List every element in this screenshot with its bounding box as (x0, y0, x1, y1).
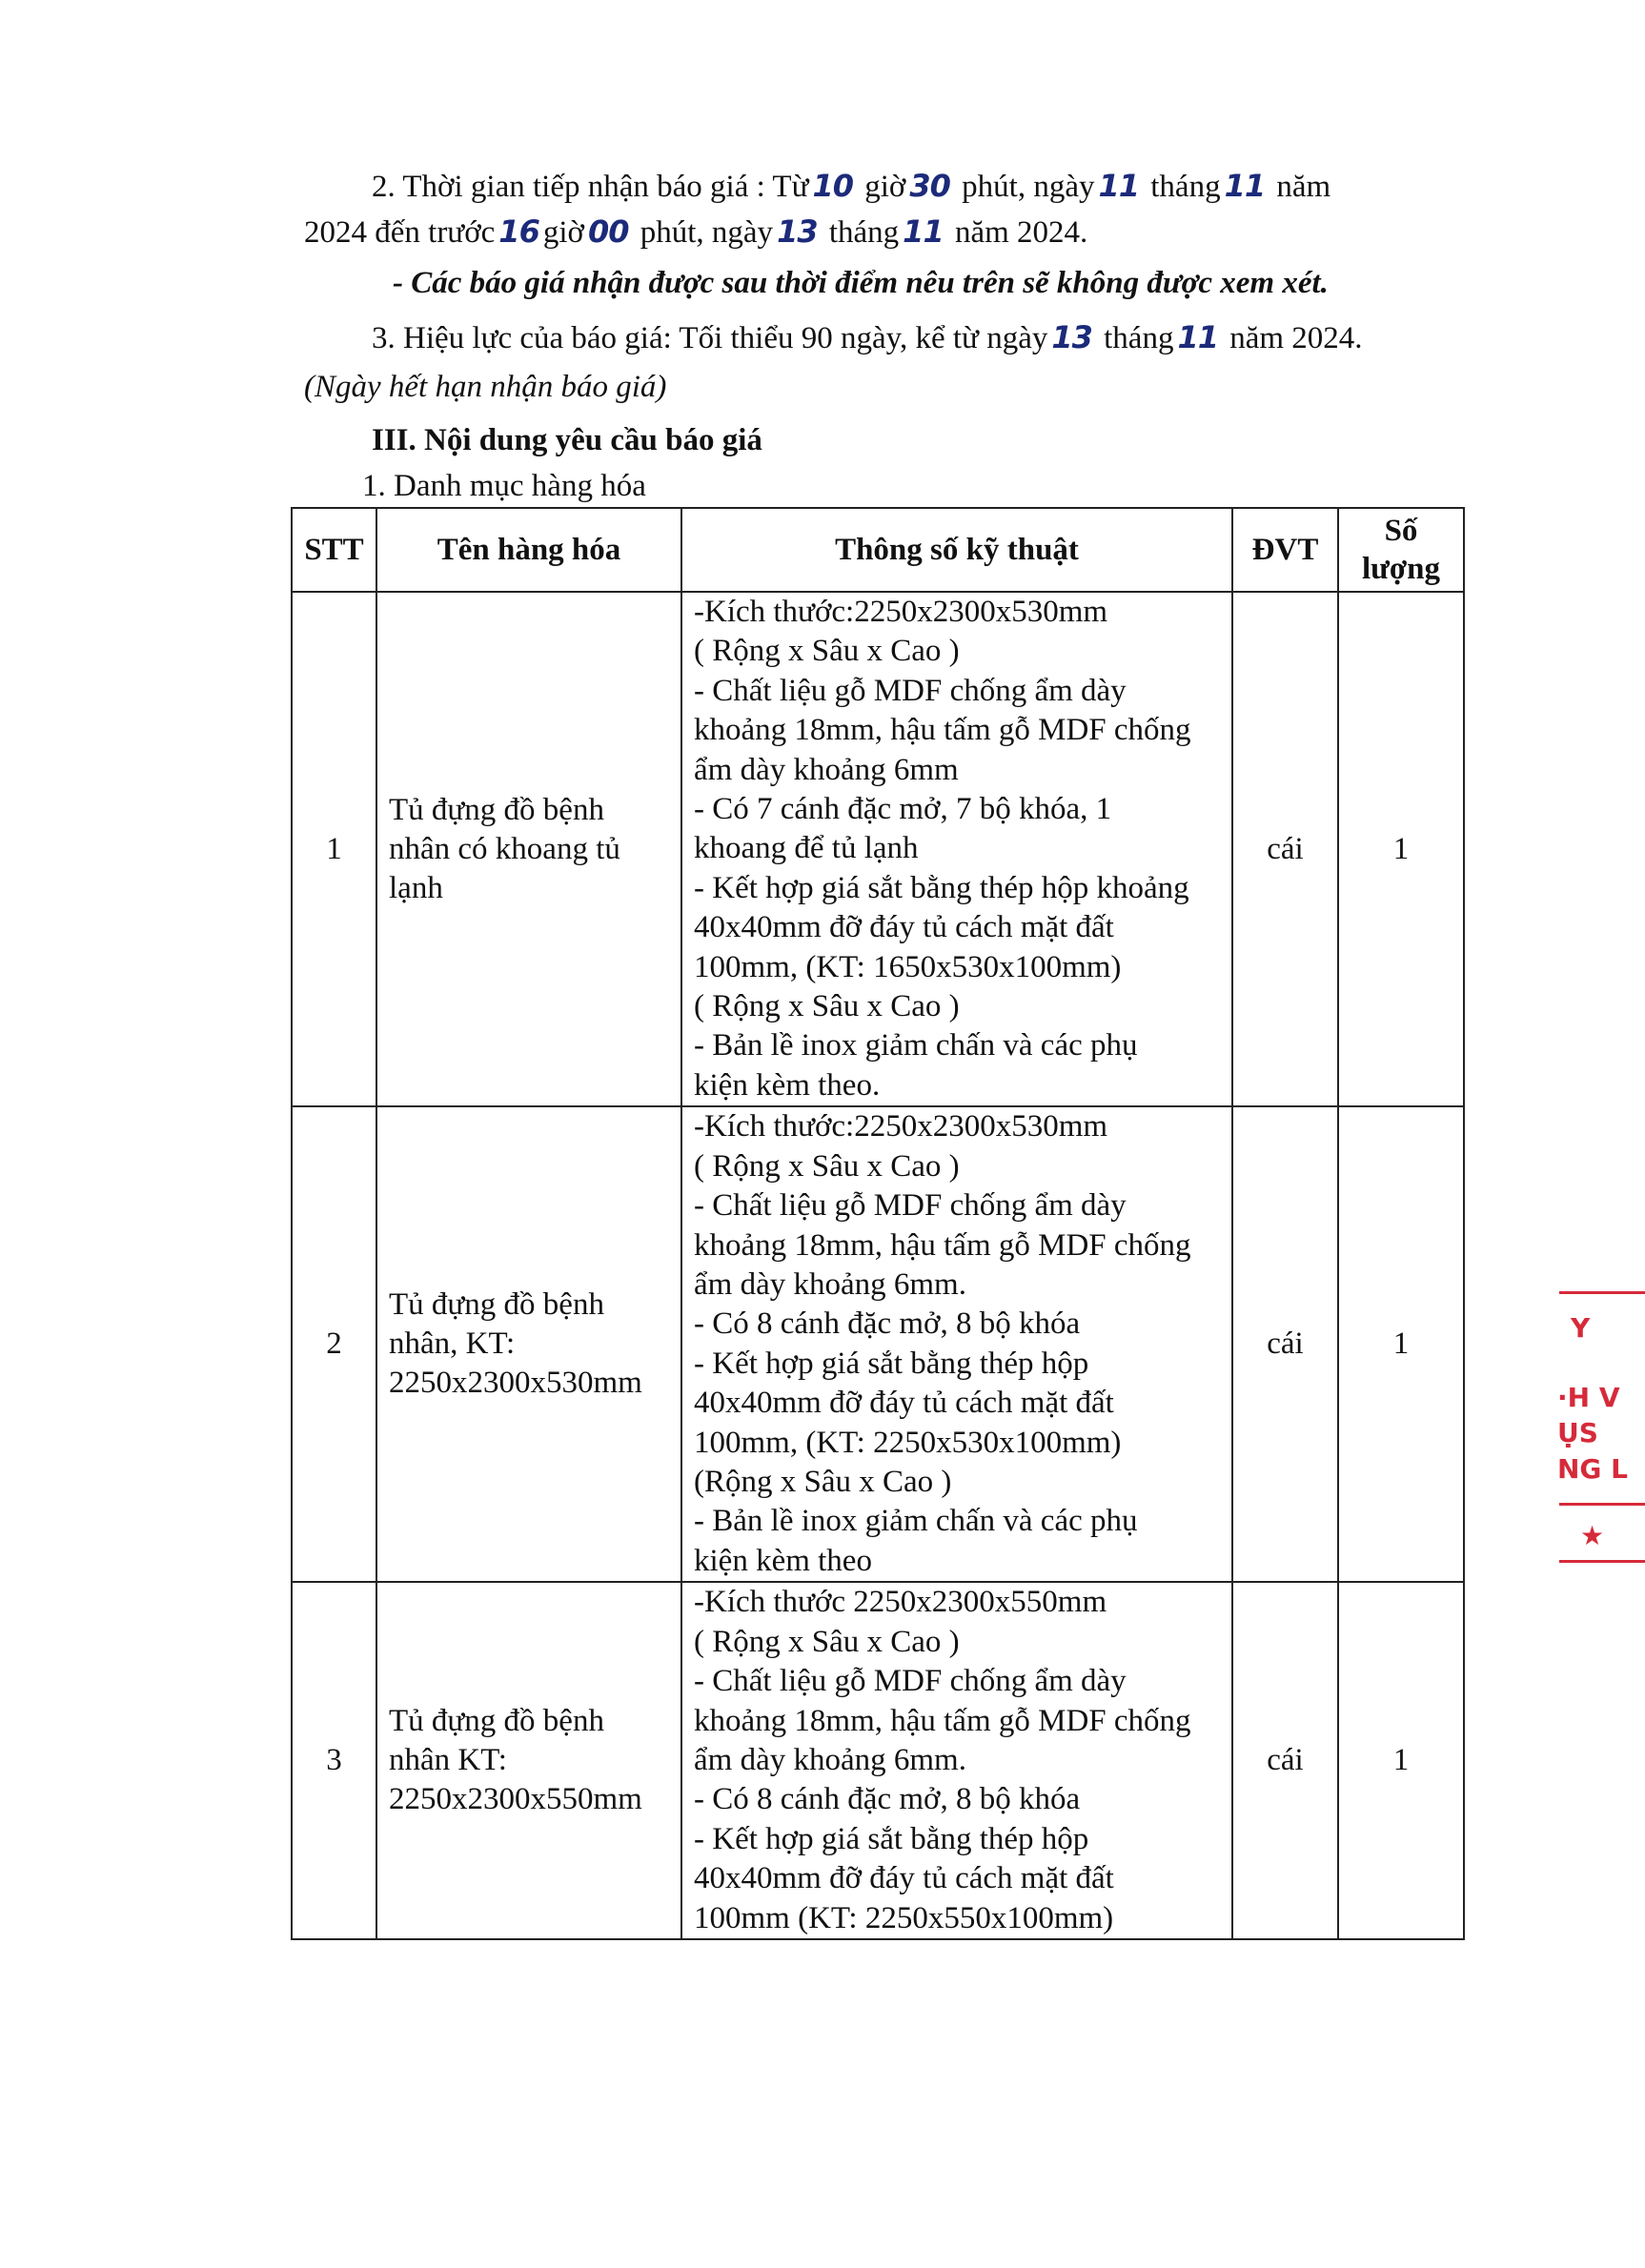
header-stt: STT (292, 508, 376, 592)
header-spec: Thông số kỹ thuật (681, 508, 1232, 592)
spec-line: -Kích thước 2250x2300x550mm (694, 1585, 1107, 1620)
spec-line: 100mm, (KT: 2250x530x100mm) (694, 1425, 1122, 1460)
spec-line: - Có 8 cánh đặc mở, 8 bộ khóa (694, 1782, 1081, 1817)
spec-line: ẩm dày khoảng 6mm. (694, 1266, 966, 1302)
spec-line: 100mm (KT: 2250x550x100mm) (694, 1900, 1114, 1935)
table-row (292, 1582, 1464, 1939)
cell-spec (681, 592, 1232, 1106)
name-line: 2250x2300x550mm (389, 1782, 642, 1817)
header-name: Tên hàng hóa (376, 508, 681, 592)
label-phut-ngay-2: phút, ngày (640, 215, 774, 250)
spec-line: - Chất liệu gỗ MDF chống ẩm dày (694, 1188, 1127, 1224)
cell-stt: 3 (292, 1582, 376, 1939)
late-quote-note: - Các báo giá nhận được sau thời điểm nêu trên sẽ không được xem xét. (393, 266, 1329, 300)
spec-line: ( Rộng x Sâu x Cao ) (694, 1624, 960, 1659)
spec-line: ẩm dày khoảng 6mm. (694, 1742, 966, 1777)
spec-line: 100mm, (KT: 1650x530x100mm) (694, 949, 1122, 984)
validity-line (372, 317, 1363, 358)
spec-line: ( Rộng x Sâu x Cao ) (694, 989, 960, 1024)
name-line: 2250x2300x530mm (389, 1366, 642, 1401)
header-unit: ĐVT (1232, 508, 1338, 592)
spec-line: khoảng 18mm, hậu tấm gỗ MDF chống (694, 1703, 1191, 1738)
spec-line: - Chất liệu gỗ MDF chống ẩm dày (694, 673, 1127, 708)
header-qty-line-1: Số (1384, 514, 1418, 548)
name-line: nhân KT: (389, 1743, 507, 1778)
stamp-text: ỤS (1557, 1417, 1598, 1448)
spec-line: ( Rộng x Sâu x Cao ) (694, 1148, 960, 1184)
cell-qty: 1 (1338, 1582, 1464, 1939)
handwritten-to-month: 11 (903, 213, 944, 250)
spec-line: 40x40mm đỡ đáy tủ cách mặt đất (694, 1386, 1114, 1421)
handwritten-valid-month: 11 (1177, 319, 1218, 355)
spec-line: - Kết hợp giá sắt bằng thép hộp khoảng (694, 870, 1189, 905)
cell-unit: cái (1232, 1106, 1338, 1582)
name-line: Tủ đựng đồ bệnh (389, 1287, 604, 1323)
label-nam-2024-b: năm 2024. (1229, 321, 1363, 355)
stamp-arc-top (1559, 1291, 1645, 1294)
receipt-time-line-2 (304, 212, 1087, 253)
spec-line: kiện kèm theo. (694, 1067, 881, 1103)
spec-line: - Kết hợp giá sắt bằng thép hộp (694, 1346, 1089, 1381)
label-nam-2024: năm 2024. (954, 215, 1088, 250)
spec-line: -Kích thước:2250x2300x530mm (694, 595, 1108, 629)
cell-unit: cái (1232, 1582, 1338, 1939)
stamp-arc-bottom (1559, 1503, 1645, 1506)
official-stamp-fragment (1552, 1291, 1629, 1577)
label-gio: giờ (864, 170, 906, 204)
label-thang: tháng (1150, 170, 1221, 204)
stamp-text: Y (1571, 1312, 1591, 1344)
spec-line: khoang để tủ lạnh (694, 831, 919, 866)
cell-stt: 2 (292, 1106, 376, 1582)
cell-unit: cái (1232, 592, 1338, 1106)
header-qty-line-2: lượng (1361, 552, 1441, 586)
handwritten-valid-day: 13 (1051, 319, 1092, 355)
stamp-arc-base (1559, 1560, 1645, 1563)
goods-table (291, 507, 1465, 1940)
stamp-text: NG L (1557, 1453, 1629, 1485)
spec-line: - Kết hợp giá sắt bằng thép hộp (694, 1821, 1089, 1856)
spec-line: ẩm dày khoảng 6mm (694, 752, 959, 787)
cell-qty: 1 (1338, 1106, 1464, 1582)
label-thang-2: tháng (828, 215, 900, 250)
expiry-note: (Ngày hết hạn nhận báo giá) (304, 370, 667, 404)
name-line: nhân có khoang tủ (389, 831, 620, 866)
receipt-time-intro: 2. Thời gian tiếp nhận báo giá : Từ (372, 170, 809, 204)
handwritten-from-month: 11 (1224, 168, 1266, 204)
table-row (292, 592, 1464, 1106)
spec-line: kiện kèm theo (694, 1543, 872, 1578)
spec-line: ( Rộng x Sâu x Cao ) (694, 634, 960, 669)
handwritten-from-hour: 10 (812, 168, 853, 204)
cell-qty: 1 (1338, 592, 1464, 1106)
label-thang-3: tháng (1104, 321, 1174, 355)
name-line: nhân, KT: (389, 1326, 516, 1362)
spec-line: - Chất liệu gỗ MDF chống ẩm dày (694, 1664, 1127, 1699)
spec-line: -Kích thước:2250x2300x530mm (694, 1109, 1108, 1144)
spec-line: - Có 8 cánh đặc mở, 8 bộ khóa (694, 1306, 1081, 1342)
validity-intro: 3. Hiệu lực của báo giá: Tối thiểu 90 ngày, kể từ ngày (372, 321, 1048, 355)
label-nam: năm (1276, 170, 1331, 204)
name-line: Tủ đựng đồ bệnh (389, 792, 604, 827)
handwritten-from-minute: 30 (909, 168, 950, 204)
spec-line: - Có 7 cánh đặc mở, 7 bộ khóa, 1 (694, 792, 1112, 827)
handwritten-from-day: 11 (1098, 168, 1140, 204)
label-gio-2: giờ (542, 215, 584, 250)
handwritten-to-day: 13 (777, 213, 818, 250)
handwritten-to-minute: 00 (587, 213, 629, 250)
table-row (292, 1106, 1464, 1582)
name-line: lạnh (389, 870, 443, 905)
spec-line: - Bản lề inox giảm chấn và các phụ (694, 1028, 1138, 1063)
label-phut-ngay: phút, ngày (962, 170, 1095, 204)
cell-spec (681, 1106, 1232, 1582)
cell-name (376, 1582, 681, 1939)
handwritten-to-hour: 16 (498, 213, 539, 250)
spec-line: - Bản lề inox giảm chấn và các phụ (694, 1504, 1138, 1539)
spec-line: 40x40mm đỡ đáy tủ cách mặt đất (694, 910, 1114, 945)
stamp-star-icon: ★ (1580, 1520, 1605, 1551)
spec-line: 40x40mm đỡ đáy tủ cách mặt đất (694, 1861, 1114, 1896)
spec-line: (Rộng x Sâu x Cao ) (694, 1465, 952, 1499)
name-line: Tủ đựng đồ bệnh (389, 1704, 604, 1739)
cell-name (376, 592, 681, 1106)
receipt-time-line-1 (372, 166, 1330, 207)
cell-name (376, 1106, 681, 1582)
table-header-row (292, 508, 1464, 592)
list-item-goods-catalog: 1. Danh mục hàng hóa (362, 469, 646, 503)
cell-spec (681, 1582, 1232, 1939)
spec-line: khoảng 18mm, hậu tấm gỗ MDF chống (694, 1227, 1191, 1263)
header-qty (1338, 508, 1464, 592)
label-den-truoc: 2024 đến trước (304, 215, 496, 250)
section-title: III. Nội dung yêu cầu báo giá (372, 423, 762, 457)
stamp-text: ·H V (1557, 1382, 1620, 1413)
cell-stt: 1 (292, 592, 376, 1106)
goods-table-body (292, 592, 1464, 1939)
spec-line: khoảng 18mm, hậu tấm gỗ MDF chống (694, 713, 1191, 748)
